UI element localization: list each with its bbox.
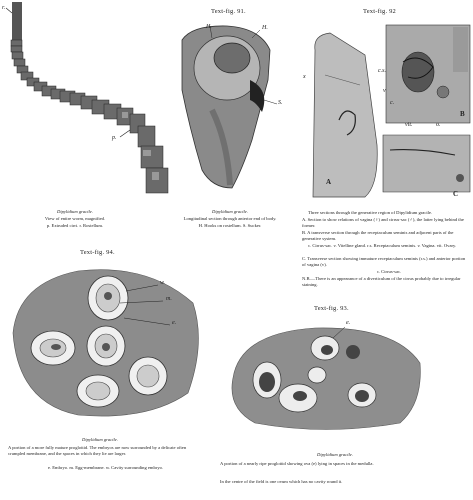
fig92-label-o: o.: [436, 122, 441, 128]
fig91-species: Dipylidium gracile.: [212, 209, 248, 214]
fig92-panel-b: B: [460, 110, 465, 118]
fig92-item-c-key: c. Cirrus-sac.: [376, 269, 402, 274]
fig94-caption: A portion of a more fully mature proglottid. The embryos are now surrounded by a delicate often crumpled membrane, and the spaces in which they lie are larger.: [8, 445, 187, 456]
fig92-label-v: v: [383, 88, 386, 94]
fig92-section-a: [305, 25, 385, 200]
fig92-note: N.B.—There is an appearance of a diverticulum of the cirrus probably due to irregular staining.: [302, 276, 461, 287]
fig94-label-e: e.: [172, 320, 177, 326]
fig92-label-cs: c.s.: [378, 68, 386, 74]
fig94-label-m: m.: [166, 296, 172, 302]
fig92-item-b-key: c. Cirrus-sac. v. Vitelline gland. r.s. Receptaculum seminis. v. Vagina. vit. Ovary.: [308, 243, 457, 248]
fig93-label-e: e.: [346, 320, 351, 326]
fig93-title: Text-fig. 93.: [314, 305, 349, 312]
fig92-intro: Three sections through the generative region of Dipylidium gracile.: [308, 210, 433, 215]
fig91-title: Text-fig. 91.: [211, 8, 246, 15]
fig93-species: Dipylidium gracile.: [317, 452, 353, 457]
fig92-label-x: x: [303, 74, 306, 80]
fig91-caption: Longitudinal section through anterior end of body.: [183, 216, 277, 221]
fig92-panel-a: A: [326, 178, 332, 186]
fig94-key: e. Embryo. m. Egg-membrane. w. Cavity surrounding embryo.: [47, 465, 164, 470]
fig92-item-c: C. Transverse section showing immature receptaculum seminis (r.s.) and anterior portion of vagina (v).: [302, 256, 466, 267]
fig92-item-a: A. Section to show relations of vagina (♀) and cirrus-sac (♂), the latter lying behind the former.: [302, 217, 464, 228]
fig94-species: Dipylidium gracile.: [82, 437, 118, 442]
fig91-label-h1: H.: [206, 24, 212, 30]
worm-label-r: r.: [2, 5, 6, 11]
fig92-label-vit: vit.: [405, 122, 413, 128]
fig91-label-s: S.: [278, 100, 283, 106]
worm-caption: View of entire worm, magnified.: [44, 216, 106, 221]
worm-illustration: [0, 0, 175, 200]
fig92-label-c: c.: [390, 100, 395, 106]
fig91-section-illustration: [172, 20, 282, 190]
fig94-label-w: w.: [160, 280, 166, 286]
worm-key: p. Extruded cirri. r. Rostellum.: [46, 223, 104, 228]
fig92-item-b: B. A transverse section through the receptaculum seminis and adjacent parts of the generative system.: [302, 230, 454, 241]
fig91-key: H. Hooks on rostellum. S. Sucker.: [198, 223, 262, 228]
worm-label-p: p.: [112, 135, 117, 141]
worm-species: Dipylidium gracile.: [57, 209, 93, 214]
fig92-section-c: [380, 130, 473, 195]
fig94-proglottid-illustration: [8, 263, 208, 423]
fig92-title: Text-fig. 92: [363, 8, 396, 15]
fig91-label-h2: H.: [262, 25, 268, 31]
fig94-title: Text-fig. 94.: [80, 249, 115, 256]
fig92-panel-c: C: [453, 190, 459, 198]
fig93-proglottid-illustration: [225, 318, 425, 433]
fig93-caption: A portion of a nearly ripe proglottid showing ova (e) lying in spaces in the medulla.: [220, 461, 374, 466]
fig93-caption2: In the centre of the field is one ovum which has no cavity round it.: [220, 479, 343, 484]
